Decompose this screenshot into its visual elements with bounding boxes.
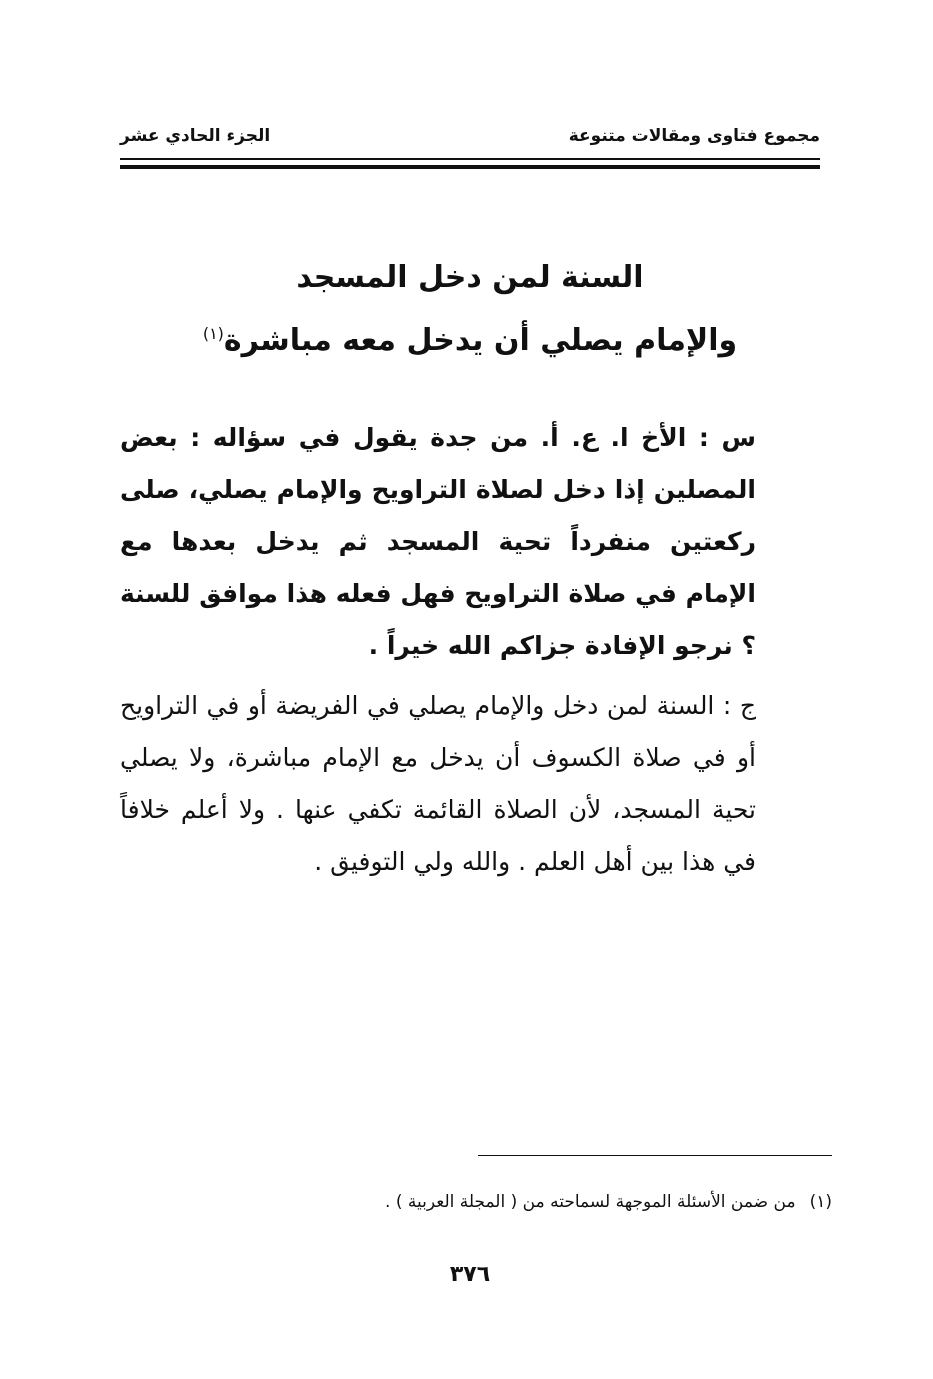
page-number: ٣٧٦ xyxy=(449,1262,491,1287)
footnote xyxy=(120,1192,832,1212)
question-paragraph xyxy=(120,412,828,672)
header-rule-thin xyxy=(120,158,820,160)
footnote-rule xyxy=(478,1155,832,1156)
fatwa-title xyxy=(120,250,820,369)
book-title: مجموع فتاوى ومقالات متنوعة xyxy=(568,126,820,146)
question-text: س : الأخ ا. ع. أ. من جدة يقول في سؤاله : بعض المصلين إذا دخل لصلاة التراويح والإمام يصلي، صلى ركعتين منفرداً تحية المسجد ثم يدخل بعدها مع الإمام في صلاة التراويح فهل فعله هذا موافق للسنة ؟ نرجو الإفادة جزاكم الله خيراً . xyxy=(120,423,756,660)
footnote-text: من ضمن الأسئلة الموجهة لسماحته من ( المجلة العربية ) . xyxy=(385,1192,796,1212)
title-line-1: السنة لمن دخل المسجد xyxy=(296,260,644,295)
title-footnote-ref: (١) xyxy=(202,324,224,343)
title-line-2-text: والإمام يصلي أن يدخل معه مباشرة xyxy=(223,323,738,358)
answer-text: ج : السنة لمن دخل والإمام يصلي في الفريضة أو في التراويح أو في صلاة الكسوف أن يدخل مع الإمام مباشرة، ولا يصلي تحية المسجد، لأن الصلاة القائمة تكفي عنها . ولا أعلم خلافاً في هذا بين أهل العلم . والله ولي التوفيق . xyxy=(120,691,756,876)
volume-label: الجزء الحادي عشر xyxy=(120,126,271,146)
title-line-2 xyxy=(120,306,820,369)
header-rule-thick xyxy=(120,165,820,169)
answer-paragraph xyxy=(120,680,828,888)
running-header xyxy=(120,120,820,154)
footnote-marker: (١) xyxy=(809,1192,832,1212)
